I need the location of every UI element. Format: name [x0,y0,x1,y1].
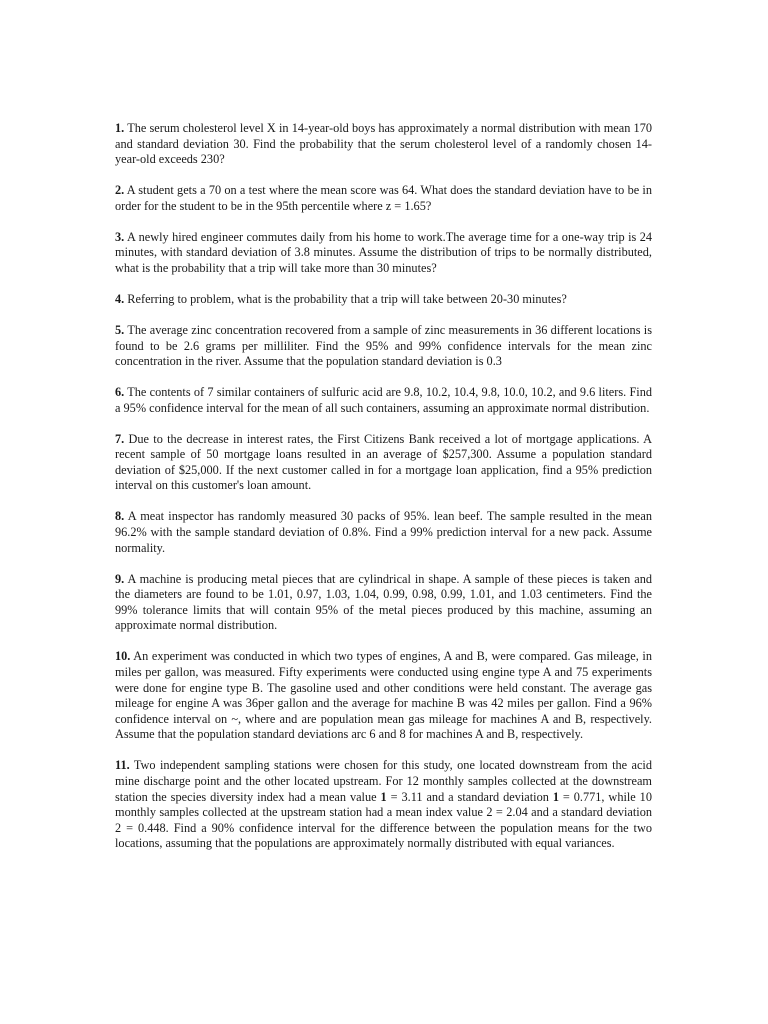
problem-9 [115,572,652,634]
problem-text: A newly hired engineer commutes daily from his home to work.The average time for a one-way trip is 24 minutes, with standard deviation of 3.8 minutes. Assume the distribution of trips to be normally distributed, what is the probability that a trip will take more than 30 minutes? [115,229,652,275]
problem-text: A machine is producing metal pieces that are cylindrical in shape. A sample of these pieces is taken and the diameters are found to be 1.01, 0.97, 1.03, 1.04, 0.99, 0.98, 0.99, 1.01, and 1.03 centimeters. Find the 99% tolerance limits that will contain 95% of the metal pieces produced by this machine, assuming an approximate normal distribution. [115,571,652,633]
problem-text: Due to the decrease in interest rates, the First Citizens Bank received a lot of mortgage applications. A recent sample of 50 mortgage loans resulted in an average of $257,300. Assume a population standard deviation of $25,000. If the next customer called in for a mortgage loan application, find a 95% prediction interval on this customer's loan amount. [115,431,652,493]
problem-number: 10. [115,649,131,664]
problem-number: 7. [115,431,125,446]
problem-number: 11. [115,758,130,773]
problem-6 [115,385,652,416]
problem-number: 6. [115,385,125,400]
problem-text: A meat inspector has randomly measured 30 packs of 95%. lean beef. The sample resulted in the mean 96.2% with the sample standard deviation of 0.8%. Find a 99% prediction interval for a new pack. Assume normality. [115,509,652,555]
problem-text-part: = 3.11 and a standard deviation [386,789,553,804]
problem-number: 5. [115,322,125,337]
subscript-1: 1 [552,789,559,804]
problem-number: 8. [115,509,125,524]
problem-number: 1. [115,121,125,135]
problem-text: A student gets a 70 on a test where the mean score was 64. What does the standard deviation have to be in order for the student to be in the 95th percentile where z = 1.65? [115,183,652,213]
problem-number: 2. [115,183,125,198]
problem-5 [115,323,652,370]
problem-text: The contents of 7 similar containers of sulfuric acid are 9.8, 10.2, 10.4, 9.8, 10.0, 10.2, and 9.6 liters. Find a 95% confidence interval for the mean of all such containers, assuming an approximate normal distribution. [115,385,652,415]
subscript-1: 1 [380,789,387,804]
problem-text-part: Two independent sampling stations were chosen for this study, one located downstream from the acid mine discharge point and the other located upstream. For 12 monthly samples collected at the downstream station the species diversity index had a mean value [115,758,652,804]
problem-number: 9. [115,571,125,586]
problem-text: Referring to problem, what is the probability that a trip will take between 20-30 minutes? [124,291,567,306]
problem-8 [115,509,652,556]
problem-1 [115,121,652,168]
problem-number: 3. [115,229,125,244]
problem-text: The average zinc concentration recovered from a sample of zinc measurements in 36 different locations is found to be 2.6 grams per milliliter. Find the 95% and 99% confidence intervals for the mean zinc concentration in the river. Assume that the population standard deviation is 0.3 [115,322,652,369]
problem-list [115,121,652,867]
problem-number: 4. [115,291,125,306]
problem-3 [115,230,652,277]
problem-7 [115,432,652,494]
problem-text: An experiment was conducted in which two types of engines, A and B, were compared. Gas mileage, in miles per gallon, was measured. Fifty experiments were conducted using engine type A and 75 experiments were done for engine type B. The gasoline used and other conditions were held constant. The average gas mileage for engine A was 36per gallon and the average for machine B was 42 miles per gallon. Find a 96% confidence interval on ~, where and are population mean gas mileage for machines A and B, respectively. Assume that the population standard deviations arc 6 and 8 for machines A and B, respectively. [115,649,652,742]
problem-4 [115,292,652,308]
problem-10 [115,649,652,743]
problem-text: The serum cholesterol level X in 14-year-old boys has approximately a normal distribution with mean 170 and standard deviation 30. Find the probability that the serum cholesterol level of a randomly chosen 14-year-old exceeds 230? [115,121,652,167]
problem-11 [115,758,652,852]
problem-2 [115,183,652,214]
problem-text-part: = 0.771, while 10 monthly samples collected at the upstream station had a mean index value 2 = 2.04 and a standard deviation 2 = 0.448. Find a 90% confidence interval for the difference between the population means for the two locations, assuming that the populations are approximately normally distributed with equal variances. [115,789,652,851]
